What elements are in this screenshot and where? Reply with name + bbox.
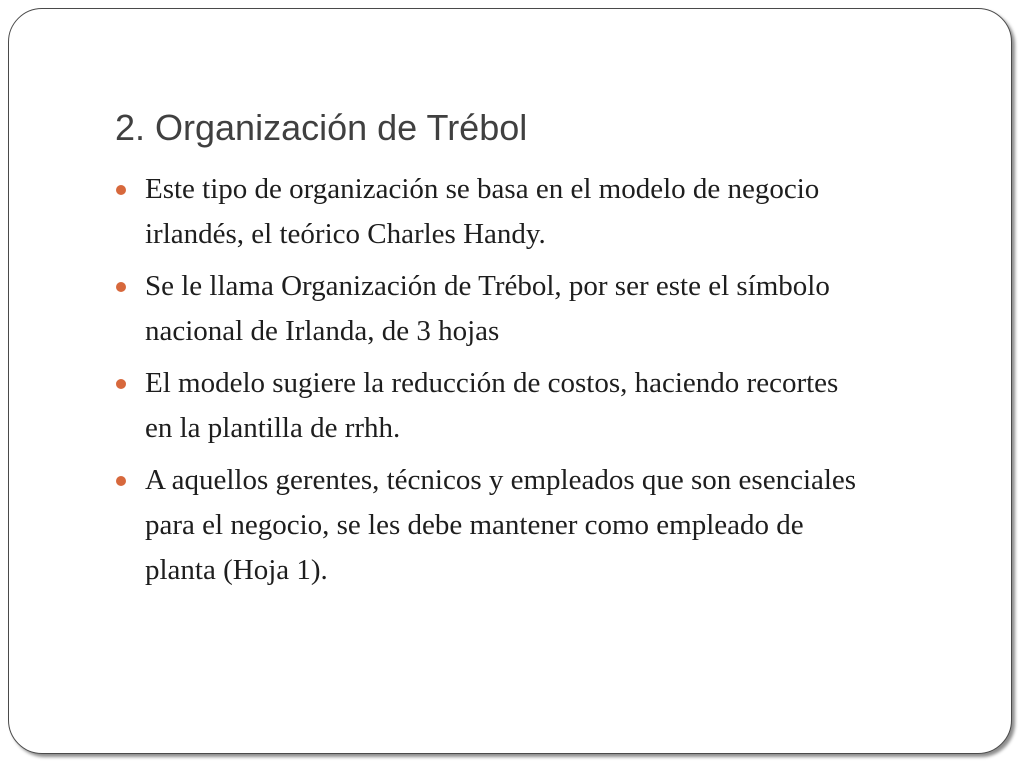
bullet-line: A aquellos gerentes, técnicos y empleados que son esenciales [145, 464, 857, 496]
bullet-item [0, 167, 856, 257]
bullet-line: Se le llama Organización de Trébol, por ser este el símbolo [145, 270, 830, 302]
bullet-list [0, 167, 856, 593]
bullet-dot-icon [116, 282, 126, 292]
bullet-dot-icon [116, 185, 126, 195]
bullet-line: para el negocio, se les debe mantener como empleado de [145, 509, 804, 541]
bullet-line: Este tipo de organización se basa en el modelo de negocio [145, 173, 820, 205]
bullet-dot-icon [116, 476, 126, 486]
bullet-dot-icon [116, 379, 126, 389]
bullet-item [0, 361, 856, 451]
bullet-line: irlandés, el teórico Charles Handy. [145, 218, 546, 250]
bullet-item [0, 264, 856, 354]
bullet-line: nacional de Irlanda, de 3 hojas [145, 315, 500, 347]
bullet-line: en la plantilla de rrhh. [145, 412, 401, 444]
slide-title: 2. Organización de Trébol [115, 107, 528, 148]
bullet-item [0, 458, 856, 593]
bullet-line: El modelo sugiere la reducción de costos, haciendo recortes [145, 367, 839, 399]
bullet-line: planta (Hoja 1). [145, 554, 328, 586]
